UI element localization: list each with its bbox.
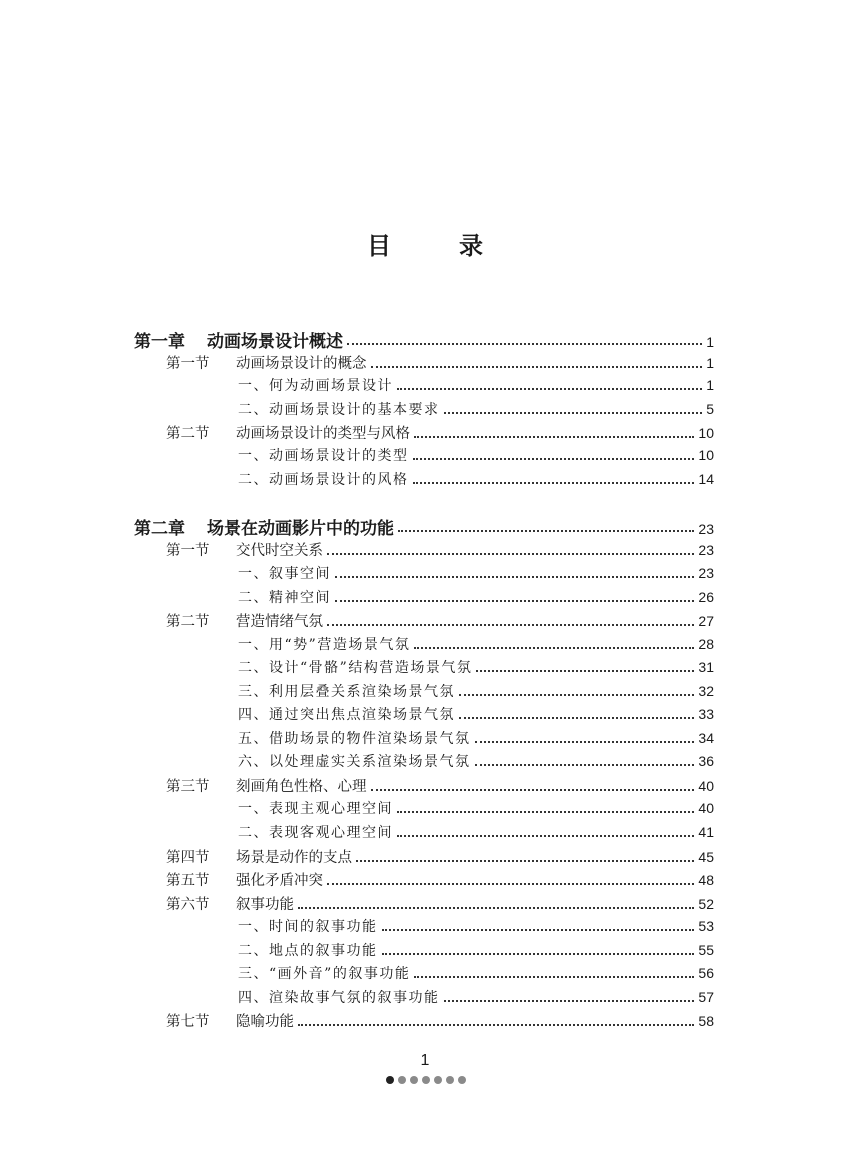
nav-dot[interactable]	[386, 1076, 394, 1084]
toc-entry-title: 场景在动画影片中的功能	[207, 519, 394, 539]
dot-leader	[397, 835, 694, 837]
toc-entry-page: 33	[698, 706, 714, 722]
toc-chapter-entry[interactable]	[134, 327, 714, 352]
dot-leader	[414, 976, 694, 978]
dot-leader	[327, 883, 694, 885]
toc-section-entry[interactable]	[166, 846, 714, 867]
toc-entry-number: 第一章	[134, 332, 185, 352]
toc-entry-label	[166, 610, 323, 631]
toc-entry-title: 一、表现主观心理空间	[238, 801, 393, 817]
toc-entry-page: 10	[698, 447, 714, 463]
toc-entry-title: 一、叙事空间	[238, 566, 331, 582]
toc-entry-label	[238, 798, 393, 818]
toc-entry-label	[238, 563, 331, 583]
toc-sub-entry[interactable]	[238, 469, 714, 489]
toc-section-entry[interactable]	[166, 893, 714, 914]
toc-entry-number: 第五节	[166, 873, 210, 889]
nav-dot[interactable]	[398, 1076, 406, 1084]
toc-entry-label	[166, 893, 294, 914]
toc-entry-label	[238, 399, 440, 419]
toc-entry-page: 40	[698, 778, 714, 794]
toc-entry-label	[166, 422, 410, 443]
toc-entry-number: 第七节	[166, 1014, 210, 1030]
dot-leader	[444, 412, 703, 414]
dot-leader	[327, 553, 694, 555]
toc-entry-label	[166, 869, 323, 890]
toc-sub-entry[interactable]	[238, 728, 714, 748]
toc-entry-page: 56	[698, 965, 714, 981]
toc-entry-number: 第一节	[166, 356, 210, 372]
dot-leader	[298, 1024, 694, 1026]
toc-entry-label	[166, 352, 367, 373]
toc-entry-label	[166, 775, 367, 796]
toc-entry-page: 26	[698, 589, 714, 605]
toc-entry-page: 55	[698, 942, 714, 958]
toc-entry-label	[238, 916, 378, 936]
toc-sub-entry[interactable]	[238, 916, 714, 936]
toc-entry-title: 六、以处理虚实关系渲染场景气氛	[238, 754, 471, 770]
toc-sub-entry[interactable]	[238, 634, 714, 654]
toc-section-entry[interactable]	[166, 869, 714, 890]
toc-entry-page: 23	[698, 542, 714, 558]
dot-leader	[298, 907, 694, 909]
toc-entry-page: 31	[698, 659, 714, 675]
toc-entry-label	[134, 327, 343, 352]
toc-entry-page: 52	[698, 896, 714, 912]
toc-entry-page: 34	[698, 730, 714, 746]
toc-entry-page: 1	[706, 355, 714, 371]
toc-entry-title: 五、借助场景的物件渲染场景气氛	[238, 731, 471, 747]
dot-leader	[327, 624, 694, 626]
dot-leader	[347, 343, 702, 345]
toc-entry-title: 二、精神空间	[238, 590, 331, 606]
toc-section-entry[interactable]	[166, 775, 714, 796]
toc-entry-title: 动画场景设计的类型与风格	[236, 426, 410, 442]
toc-entry-page: 40	[698, 800, 714, 816]
dot-leader	[397, 811, 694, 813]
toc-entry-title: 隐喻功能	[236, 1014, 294, 1030]
toc-entry-title: 场景是动作的支点	[236, 850, 352, 866]
toc-entry-label	[134, 514, 394, 539]
toc-entry-page: 57	[698, 989, 714, 1005]
toc-entry-label	[238, 987, 440, 1007]
toc-sub-entry[interactable]	[238, 822, 714, 842]
toc-section-entry[interactable]	[166, 610, 714, 631]
dot-leader	[371, 366, 703, 368]
dot-leader	[397, 388, 702, 390]
dot-leader	[414, 436, 694, 438]
dot-leader	[475, 764, 695, 766]
toc-entry-label	[238, 469, 409, 489]
toc-entry-title: 叙事功能	[236, 897, 294, 913]
toc-entry-title: 二、动画场景设计的基本要求	[238, 402, 440, 418]
toc-entry-page: 28	[698, 636, 714, 652]
toc-sub-entry[interactable]	[238, 563, 714, 583]
toc-entry-title: 二、表现客观心理空间	[238, 825, 393, 841]
toc-entry-number: 第六节	[166, 897, 210, 913]
toc-sub-entry[interactable]	[238, 375, 714, 395]
toc-entry-page: 27	[698, 613, 714, 629]
toc-entry-page: 41	[698, 824, 714, 840]
toc-entry-page: 14	[698, 471, 714, 487]
toc-entry-page: 36	[698, 753, 714, 769]
toc-entry-title: 动画场景设计的概念	[236, 356, 367, 372]
toc-entry-label	[238, 587, 331, 607]
dot-leader	[475, 741, 695, 743]
toc-sub-entry[interactable]	[238, 798, 714, 818]
toc-entry-page: 53	[698, 918, 714, 934]
toc-entry-number: 第二节	[166, 426, 210, 442]
toc-sub-entry[interactable]	[238, 987, 714, 1007]
toc-entry-title: 刻画角色性格、心理	[236, 779, 367, 795]
toc-entry-page: 48	[698, 872, 714, 888]
nav-dot[interactable]	[446, 1076, 454, 1084]
toc-entry-label	[238, 963, 410, 983]
toc-entry-label	[166, 1010, 294, 1031]
toc-entry-page: 1	[706, 334, 714, 350]
toc-entry-label	[238, 728, 471, 748]
toc-entry-title: 一、何为动画场景设计	[238, 378, 393, 394]
dot-leader	[413, 482, 695, 484]
dot-leader	[382, 953, 695, 955]
toc-section-entry[interactable]	[166, 422, 714, 443]
toc-entry-title: 四、渲染故事气氛的叙事功能	[238, 990, 440, 1006]
toc-entry-label	[238, 681, 455, 701]
nav-dot[interactable]	[422, 1076, 430, 1084]
toc-entry-title: 三、“画外音”的叙事功能	[238, 966, 411, 982]
toc-sub-entry[interactable]	[238, 963, 714, 983]
toc-entry-title: 二、设计“骨骼”结构营造场景气氛	[238, 660, 473, 676]
toc-entry-title: 交代时空关系	[236, 543, 323, 559]
toc-entry-title: 一、动画场景设计的类型	[238, 448, 409, 464]
toc-sub-entry[interactable]	[238, 940, 714, 960]
dot-leader	[398, 530, 694, 532]
toc-entry-page: 5	[706, 401, 714, 417]
toc-entry-page: 58	[698, 1013, 714, 1029]
dot-leader	[459, 694, 694, 696]
toc-entry-page: 10	[698, 425, 714, 441]
dot-leader	[356, 860, 694, 862]
toc-entry-label	[166, 539, 323, 560]
toc-entry-title: 三、利用层叠关系渲染场景气氛	[238, 684, 455, 700]
toc-sub-entry[interactable]	[238, 657, 714, 677]
toc-entry-page: 23	[698, 565, 714, 581]
toc-entry-title: 二、地点的叙事功能	[238, 943, 378, 959]
toc-section-entry[interactable]	[166, 352, 714, 373]
toc-sub-entry[interactable]	[238, 399, 714, 419]
toc-section-entry[interactable]	[166, 539, 714, 560]
toc-entry-label	[238, 822, 393, 842]
toc-entry-title: 一、时间的叙事功能	[238, 919, 378, 935]
toc-entry-number: 第二章	[134, 519, 185, 539]
toc-entry-number: 第二节	[166, 614, 210, 630]
toc-entry-label	[238, 751, 471, 771]
page-number: 1	[420, 1052, 430, 1069]
nav-dot[interactable]	[458, 1076, 466, 1084]
toc-entry-title: 强化矛盾冲突	[236, 873, 323, 889]
dot-leader	[382, 929, 695, 931]
toc-entry-number: 第四节	[166, 850, 210, 866]
toc-entry-title: 一、用“势”营造场景气氛	[238, 637, 411, 653]
toc-sub-entry[interactable]	[238, 587, 714, 607]
toc-entry-page: 32	[698, 683, 714, 699]
dot-leader	[335, 600, 694, 602]
toc-entry-title: 动画场景设计概述	[207, 332, 343, 352]
toc-section-entry[interactable]	[166, 1010, 714, 1031]
dot-leader	[414, 647, 694, 649]
toc-entry-label	[238, 375, 393, 395]
toc-entry-number: 第三节	[166, 779, 210, 795]
dot-leader	[413, 458, 695, 460]
toc-entry-label	[238, 940, 378, 960]
toc-sub-entry[interactable]	[238, 704, 714, 724]
toc-entry-page: 1	[706, 377, 714, 393]
toc-entry-label	[238, 445, 409, 465]
toc-entry-page: 23	[698, 521, 714, 537]
dot-leader	[444, 1000, 695, 1002]
toc-sub-entry[interactable]	[238, 751, 714, 771]
toc-entry-title: 营造情绪气氛	[236, 614, 323, 630]
dot-leader	[335, 576, 694, 578]
toc-entry-number: 第一节	[166, 543, 210, 559]
toc-entry-title: 二、动画场景设计的风格	[238, 472, 409, 488]
toc-entry-label	[166, 846, 352, 867]
page-nav-dots	[386, 1076, 466, 1084]
toc-sub-entry[interactable]	[238, 445, 714, 465]
toc-entry-page: 45	[698, 849, 714, 865]
dot-leader	[371, 789, 695, 791]
toc-entry-label	[238, 657, 472, 677]
toc-chapter-entry[interactable]	[134, 514, 714, 539]
page-title: 目 录	[367, 232, 505, 260]
dot-leader	[476, 670, 694, 672]
nav-dot[interactable]	[434, 1076, 442, 1084]
toc-entry-label	[238, 704, 455, 724]
dot-leader	[459, 717, 694, 719]
toc-entry-title: 四、通过突出焦点渲染场景气氛	[238, 707, 455, 723]
toc-entry-label	[238, 634, 410, 654]
nav-dot[interactable]	[410, 1076, 418, 1084]
toc-sub-entry[interactable]	[238, 681, 714, 701]
